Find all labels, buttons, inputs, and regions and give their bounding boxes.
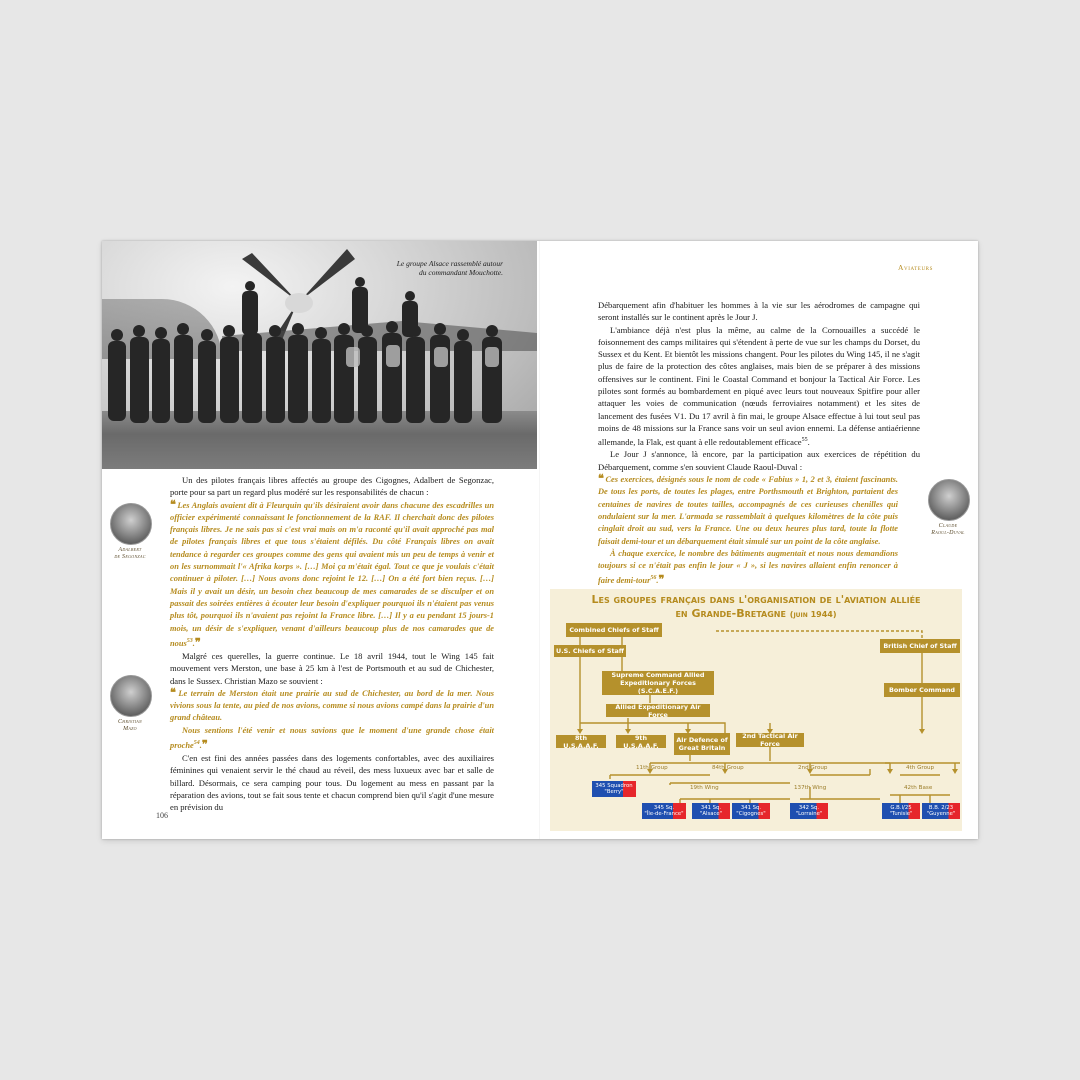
squadron-name: 345 Squadron: [595, 782, 633, 789]
label-line: Christian: [117, 719, 143, 725]
camping-paragraph: C'en est fini des années passées dans des logements confortables, avec des auxiliaires féminines qui venaient servir le thé chaud au réveil, des mess luxueux avec bar et salle de billard. Désormais, ce sera camping pour tous. Du logement au mess en passant par la réparation des avions, tout se fait sous tente et chacun comprend bien qu'il s'agit d'une mesure en prévision du: [170, 753, 494, 813]
label-2nd-group: 2nd Group: [798, 765, 828, 771]
box-shaef: Supreme Command Allied Expeditionary Forces (S.C.A.E.F.): [602, 671, 714, 695]
portrait-segonzac-label: [102, 547, 160, 561]
box-british-chief: British Chief of Staff: [880, 639, 960, 653]
squadron-345-ile-de-france: [642, 803, 686, 819]
open-quote-mark: ❝: [170, 686, 175, 699]
org-chart: [550, 589, 962, 831]
label-line: Adalbert: [118, 547, 142, 553]
open-quote-mark: ❝: [598, 473, 603, 486]
chart-title-date: (juin 1944): [789, 610, 837, 619]
photo-caption: Le groupe Alsace rassemblé autour du commandant Mouchotte.: [396, 259, 503, 277]
intro-paragraph: Un des pilotes français libres affectés au groupe des Cigognes, Adalbert de Segonzac, porte pour sa part un regard plus modéré sur les responsabilités de chacun :: [170, 475, 494, 498]
label-line: Claude: [938, 523, 958, 529]
quote-raoul-duval-wrap: [598, 473, 898, 587]
portrait-segonzac: [110, 503, 152, 545]
left-column: [170, 474, 494, 814]
box-bomber-command: Bomber Command: [884, 683, 960, 697]
label-line: Mazo: [123, 726, 137, 732]
footnote-ref: 54: [193, 740, 200, 747]
quote-mazo-2: Nous sentions l'été venir et nous savions que le moment d'une grande chose était proche$^{54}$.❞: [170, 725, 494, 751]
quote-segonzac: ❝ Les Anglais avaient dit à Fleurquin qu'ils désiraient avoir dans chacune des escadrilles un officier expérimenté connaissant le fonctionnement de la RAF. Il cherchait donc des pilotes français libres. Je ne sais pas si c'est vrai mais on m'a raconté qu'il avait approché pas mal de pilotes français libres et que tous s'étaient défilés. Du côté Français libres on avait tendance à regarder ces groupes comme des gens qui avaient mis un peu de temps à venir et on les surnommait l'« Afrika korps ». […] Moi ça m'était égal. Tout ce que je voulais c'était continuer à piloter. […] Nous avons donc rejoint le 12. […] On a été fort bien reçus. […] Mais il y avait un désir, un besoin chez beaucoup de mes camarades de se disculper et on passait des soirées entières à écouter leur besoin d'expliquer pourquoi ils n'étaient pas venus plus tôt, pourquoi ils n'avaient pas rejoint la France libre. […] Il y a eu pendant 15 jours-1 mois, un désir de s'expliquer, venant d'ailleurs beaucoup plus de nos camarades que de nous$^{53}$.❞: [170, 498, 494, 649]
right-column: [598, 299, 920, 587]
squadron-nickname: "Alsace": [699, 811, 723, 817]
box-9th-usaaf: 9th U.S.A.A.F.: [616, 735, 666, 748]
squadron-name: B.B. 2/23: [928, 804, 954, 811]
box-2nd-taf: 2nd Tactical Air Force: [736, 733, 804, 747]
merston-paragraph: Malgré ces querelles, la guerre continue. Le 18 avril 1944, tout le Wing 145 fait mouvement vers Merston, une base à 25 km à l'est de Portsmouth et au sud de Chichester, dans le Sussex. Christian Mazo se souvient :: [170, 650, 494, 686]
label-line: de Segonzac: [114, 554, 146, 560]
label-42th-base: 42th Base: [904, 785, 933, 791]
squadron-name: 341 Sq.: [740, 804, 762, 811]
portrait-raoul-duval-label: [918, 523, 978, 537]
squadron-345-berry: [592, 781, 636, 797]
label-84th-group: 84th Group: [712, 765, 744, 771]
squadron-nickname: "Île-de-France": [644, 811, 684, 817]
box-aeaf: Allied Expeditionary Air Force: [606, 704, 710, 717]
gutter: [539, 241, 540, 839]
squadron-nickname: "Tunisie": [889, 811, 913, 817]
book-spread: [102, 241, 978, 839]
quote-mazo: [170, 687, 494, 725]
squadron-bb-guyenne: [922, 803, 960, 819]
label-11th-group: 11th Group: [636, 765, 668, 771]
portrait-mazo: [110, 675, 152, 717]
ambiance-paragraph: L'ambiance déjà n'est plus la même, au calme de la Cornouailles a succédé le foisonnement des camps militaires qui s'étendent à perte de vue sur les champs du Dorset, du Sussex et du Kent. Et bientôt les missions changent. Pour les pilotes du Wing 145, il ne s'agit plus de faire de la protection des côtes anglaises, mais bien de se préparer à des missions offensives sur le continent. Fini le Coastal Command et bonjour la Tactical Air Force. Les pilotes sont formés au bombardement en piqué avec leurs tout nouveaux Spitfire pour aller attaquer les voies de communication (nœuds ferroviaires notamment) et les sites de lancement des fusées V1. Du 17 avril à fin mai, le groupe Alsace effectue à lui tout seul pas moins de 48 missions sur la France sans voir un seul avion ennemi. La défense antiaérienne allemande, la Flak, est quant à elle redoutablement efficace$^{55}$.: [598, 324, 920, 448]
box-adgb: Air Defence of Great Britain: [674, 733, 730, 755]
running-head: Aviateurs: [898, 263, 933, 272]
jour-j-paragraph: Le Jour J s'annonce, là encore, par la participation aux exercices de répétition du Débarquement, comme s'en souvient Claude Raoul-Duval :: [598, 449, 920, 472]
squadron-name: 345 Sq.: [653, 804, 675, 811]
squadron-name: G.B.I/25: [890, 804, 912, 811]
squadron-nickname: "Guyenne": [926, 811, 956, 817]
label-4th-group: 4th Group: [906, 765, 935, 771]
page-number: 106: [156, 811, 168, 820]
squadron-photo: [102, 241, 537, 469]
footnote-ref: 53: [186, 637, 193, 644]
squadron-name: 342 Sq.: [798, 804, 820, 811]
label-137th-wing: 137th Wing: [794, 785, 827, 791]
quote-raoul-duval-text: Ces exercices, désignés sous le nom de code « Fabius » 1, 2 et 3, étaient fascinants. De tous les ports, de toutes les plages, entre Porthsmouth et Brighton, partaient des centaines de navires de toutes tailles, accompagnés de ces curieuses chenilles qui ondulaient sur la mer. L'armada se rassemblait à quelques kilomètres de la côte puis cinglait droit au sud, vers la France. Une ou deux heures plus tard, toute la flotte faisait demi-tour et un débarquement était simulé sur un point de la côte anglaise.: [598, 475, 899, 546]
squadron-342-lorraine: [790, 803, 828, 819]
quote-mazo-text: Le terrain de Merston était une prairie au sud de Chichester, au bord de la mer. Nous vivions sous la tente, au pied de nos avions, comme si nous avions campé dans la prairie d'un grand château.: [170, 688, 494, 723]
continuation-paragraph: Débarquement afin d'habituer les hommes à la vie sur les aérodromes de campagne qui seront installés sur le continent après le Jour J.: [598, 300, 920, 323]
squadron-gb-tunisie: [882, 803, 920, 819]
squadron-341-alsace: [692, 803, 730, 819]
squadron-name: 341 Sq.: [700, 804, 722, 811]
quote-raoul-duval: [598, 473, 898, 548]
footnote-ref: 55: [801, 437, 808, 444]
quote-raoul-duval-text-2: À chaque exercice, le nombre des bâtiments augmentait et nous nous demandions toujours si ce n'était pas enfin le jour « J », si les navires allaient enfin renoncer à faire demi-tour: [598, 548, 898, 586]
chart-title-line2: en Grande-Bretagne: [675, 607, 786, 620]
box-8th-usaaf: 8th U.S.A.A.F.: [556, 735, 606, 748]
squadron-nickname: "Berry": [604, 789, 624, 795]
quote-segonzac-text: Les Anglais avaient dit à Fleurquin qu'ils désiraient avoir dans chacune des escadrilles un officier expérimenté connaissant le fonctionnement de la RAF. Il cherchait donc des pilotes français libres. Je ne sais pas si c'est vrai mais on m'a raconté qu'il avait approché pas mal de pilotes français libres et que tous s'étaient défilés. Du côté Français libres on avait tendance à regarder ces groupes comme des gens qui avaient mis un peu de temps à venir et on les surnommait l'« Afrika korps ». […] Moi ça m'était égal. Tout ce que je voulais c'était continuer à piloter. […] Nous avons donc rejoint le 12. […] On a été fort bien reçus. […] Mais il y avait un désir, un besoin chez beaucoup de mes camarades de se disculper et on passait des soirées entières à écouter leur besoin d'expliquer pourquoi ils n'étaient pas venus plus tôt, pourquoi ils n'avaient pas rejoint la France libre. […] Il y a eu pendant 15 jours-1 mois, un désir de s'expliquer, venant d'ailleurs beaucoup plus de nos camarades que de nous: [170, 500, 494, 648]
open-quote-mark: ❝: [170, 498, 175, 511]
close-quote-mark: ❞: [658, 574, 664, 587]
box-us-chiefs: U.S. Chiefs of Staff: [556, 647, 624, 655]
portrait-mazo-label: [102, 719, 160, 733]
label-19th-wing: 19th Wing: [690, 785, 719, 791]
squadron-341-cigognes: [732, 803, 770, 819]
portrait-raoul-duval: [928, 479, 970, 521]
quote-raoul-duval-2: À chaque exercice, le nombre des bâtiments augmentait et nous nous demandions toujours si ce n'était pas enfin le jour « J », si les navires allaient enfin renoncer à faire demi-tour$^{56}$.❞: [598, 548, 898, 587]
ambiance-text: L'ambiance déjà n'est plus la même, au calme de la Cornouailles a succédé le foisonnement des camps militaires qui s'étendent à perte de vue sur les champs du Dorset, du Sussex et du Kent. Et bientôt les missions changent. Pour les pilotes du Wing 145, il ne s'agit plus de faire de la protection des côtes anglaises, mais bien de se préparer à des missions offensives sur le continent. Fini le Coastal Command et bonjour la Tactical Air Force. Les pilotes sont formés au bombardement en piqué avec leurs tout nouveaux Spitfire pour aller attaquer les voies de communication (nœuds ferroviaires notamment) et les sites de lancement des fusées V1. Du 17 avril à fin mai, le groupe Alsace effectue à lui tout seul pas moins de 48 missions sur la France sans voir un seul avion ennemi. La défense antiaérienne allemande, la Flak, est quant à elle redoutablement efficace: [598, 324, 920, 448]
close-quote-mark: ❞: [194, 636, 200, 649]
close-quote-mark: ❞: [201, 738, 207, 751]
box-combined-chiefs: Combined Chiefs of Staff: [566, 623, 662, 637]
label-line: Raoul-Duval: [931, 530, 965, 536]
chart-title-line1: Les groupes français dans l'organisation de l'aviation alliée: [591, 593, 921, 606]
footnote-ref: 56: [650, 575, 657, 582]
quote-mazo-text-2: Nous sentions l'été venir et nous savions que le moment d'une grande chose était proche: [170, 725, 494, 750]
squadron-nickname: "Lorraine": [795, 811, 823, 817]
squadron-nickname: "Cigognes": [736, 811, 766, 817]
